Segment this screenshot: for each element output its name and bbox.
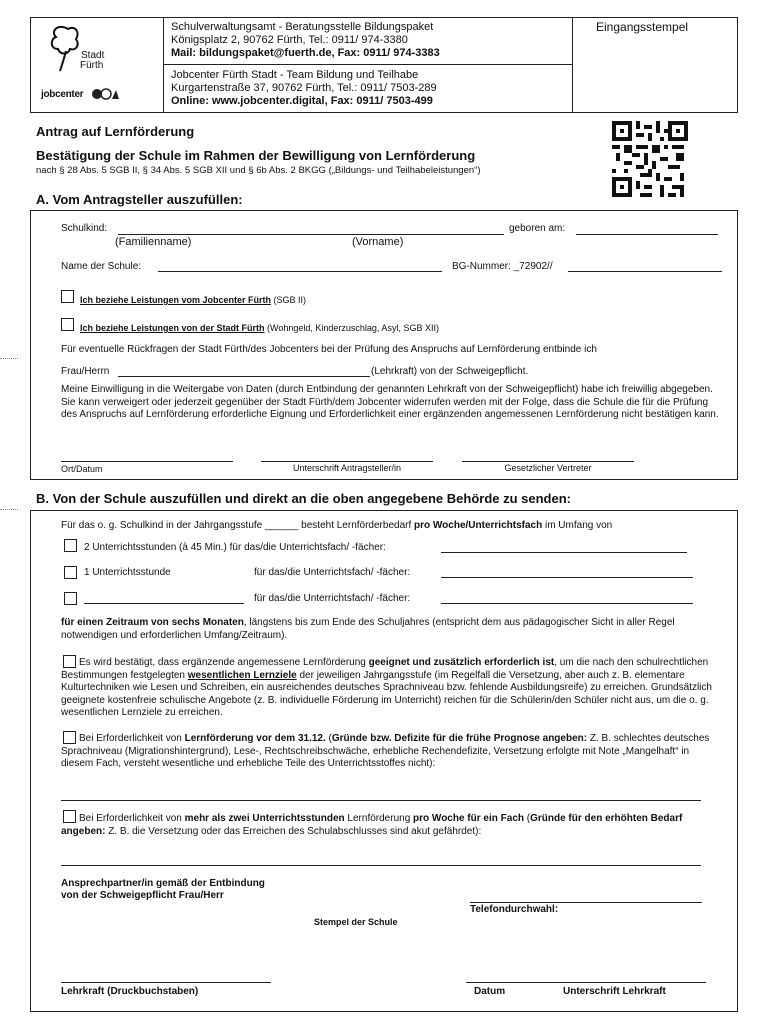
- schule-label: Name der Schule:: [61, 261, 142, 272]
- para3-bold1: mehr als zwei Unterrichtsstunden: [184, 813, 345, 824]
- footer-lehrkraft-label: Lehrkraft (Druckbuchstaben): [61, 986, 199, 997]
- section-b-heading: B. Von der Schule auszufüllen und direkt an die oben angegebene Behörde zu senden:: [36, 491, 571, 506]
- para2-bold1: Lernförderung vor dem 31.12.: [184, 733, 326, 744]
- header-hdivider: [163, 64, 572, 65]
- sig-antragsteller-line[interactable]: [261, 461, 433, 462]
- para1-c: der jeweiligen Jahrgangsstufe (im Regelfall die Versetzung, aber auch z. B. elementare Kulturtechniken wie Lesen und Schreiben, ein ausreichendes deutsches Sprachniveau bzw. fehlende Ausbildungsreife) zu erreichen. Grundsätzlich geeignete kostenfreie schulische Angebote (z. B. individuelle Förderung im Unterricht) reichen für die Schülerin/den Schüler nicht aus, um die o. g. wesentlichen Lernziele zu erreichen.: [61, 669, 712, 718]
- schulkind-label: Schulkind:: [61, 223, 108, 234]
- opt-2std-label: 2 Unterrichtsstunden (à 45 Min.) für das/die Unterrichtsfach/ -fächer:: [84, 542, 386, 553]
- office2-line2: Kurgartenstraße 37, 90762 Fürth, Tel.: 0911/ 7503-289: [171, 82, 437, 94]
- bg-field[interactable]: [568, 271, 722, 272]
- opt-jobcenter-bold: Ich beziehe Leistungen vom Jobcenter Fürth: [80, 295, 272, 305]
- para2-b: (: [325, 733, 332, 744]
- para1-bold: geeignet und zusätzlich erforderlich ist: [368, 657, 555, 668]
- intro-part2: besteht Lernförderbedarf: [298, 520, 415, 531]
- para2-bold2: Gründe bzw. Defizite für die frühe Prognose angeben:: [331, 733, 588, 744]
- telefon-label: Telefondurchwahl:: [470, 904, 559, 915]
- page-title: Antrag auf Lernförderung: [36, 124, 195, 139]
- fold-mark-2: [0, 509, 18, 510]
- einwilligung-text: Meine Einwilligung in die Weitergabe von Daten (durch Entbindung der genannten Lehrkraft von der Schweigepflicht) habe ich freiwillig abgegeben. Sie kann verweigert oder jederzeit gegenüber der Stadt Fürth/dem Jobcenter widerrufen werden mit der Folge, dass die Schule die für die Prüfung des Anspruchs auf Lernförderung erforderliche Eignung und Erforderlichkeit einer ergänzenden angemessenen Lernförderung nicht bestätigen kann.: [61, 384, 719, 420]
- vor-3112-text: [61, 733, 721, 771]
- footer-datum-label: Datum: [474, 986, 506, 997]
- para1-a: Es wird bestätigt, dass ergänzende angemessene Lernförderung: [79, 657, 369, 668]
- sig-vertreter-label: Gesetzlicher Vertreter: [504, 463, 592, 473]
- office1-line1: Schulverwaltungsamt - Beratungsstelle Bildungspaket: [171, 21, 434, 33]
- opt-custom-fach-field[interactable]: [441, 603, 693, 604]
- rueckfragen-text: Für eventuelle Rückfragen der Stadt Fürth/des Jobcenters bei der Prüfung des Anspruchs auf Lernförderung entbinde ich: [61, 344, 597, 355]
- mehr-2std-text: [61, 813, 721, 838]
- lehrkraft-suffix: (Lehrkraft) von der Schweigepflicht.: [371, 366, 529, 377]
- zeitraum-bold: für einen Zeitraum von sechs Monaten: [61, 617, 244, 628]
- schule-field[interactable]: [158, 271, 442, 272]
- opt-stadt-rest: (Wohngeld, Kinderzuschlag, Asyl, SGB XII): [264, 323, 439, 333]
- stadt-checkbox[interactable]: [61, 318, 74, 331]
- opt-custom-checkbox[interactable]: [64, 592, 77, 605]
- lehrkraft-print-line[interactable]: [61, 982, 271, 983]
- sig-antragsteller-label: Unterschrift Antragsteller/in: [292, 463, 402, 473]
- frau-herrn-label: Frau/Herrn: [61, 366, 110, 377]
- para1-underline: wesentlichen Lernziele: [187, 669, 297, 681]
- mehr-2std-reason-field[interactable]: [61, 865, 701, 866]
- sig-ort-line[interactable]: [61, 461, 233, 462]
- opt-2std-fach-field[interactable]: [441, 552, 687, 553]
- opt-1std-fach-field[interactable]: [441, 577, 693, 578]
- opt-stadt-bold: Ich beziehe Leistungen von der Stadt Fürth: [80, 323, 265, 333]
- schulkind-field[interactable]: [118, 234, 504, 235]
- section-a-heading: A. Vom Antragsteller auszufüllen:: [36, 192, 243, 207]
- intro-bold: pro Woche/Unterrichtsfach: [414, 520, 543, 531]
- geboren-field[interactable]: [576, 234, 718, 235]
- opt-jobcenter-rest: (SGB II): [271, 295, 307, 305]
- para3-c: (: [523, 813, 531, 824]
- geboren-label: geboren am:: [509, 223, 566, 234]
- para3-b: Lernförderung: [344, 813, 414, 824]
- jahrgangsstufe-field[interactable]: ______: [265, 520, 299, 531]
- para1-b: , um die nach den schulrechtlichen Bestimmungen festgelegten: [61, 657, 709, 681]
- intro-part3: im Umfang von: [542, 520, 613, 531]
- page-subtitle: Bestätigung der Schule im Rahmen der Bewilligung von Lernförderung: [36, 148, 476, 163]
- opt-jobcenter-label: [80, 294, 306, 306]
- datum-sign-line[interactable]: [466, 982, 706, 983]
- office2-line3: Online: www.jobcenter.digital, Fax: 0911/ 7503-499: [171, 95, 433, 107]
- opt-1std-checkbox[interactable]: [64, 566, 77, 579]
- header-divider-stamp: [572, 17, 573, 112]
- jobcenter-logo-icon: [91, 88, 119, 100]
- para2-c: Z. B. schlechtes deutsches Sprachniveau (Migrationshintergrund), Lese-, Rechtschreibschwäche, erhebliche Rechendefizite, Versetzung erfolgte mit Note „Mangelhaft“ in diesem Fach, versteht wesentliche und erhebliche Teile des Unterrichtsstoffes nicht):: [61, 733, 710, 769]
- zeitraum-rest: , längstens bis zum Ende des Schuljahres (entspricht dem aus pädagogischer Sicht in aller Regel notwendigen und erforderlichen Umfang/Zeitraum).: [61, 617, 675, 641]
- qr-code: [612, 121, 688, 197]
- opt-1std-label: 1 Unterrichtsstunde: [84, 567, 171, 578]
- para3-bold2: pro Woche für ein Fach: [413, 813, 524, 824]
- office2-line1: Jobcenter Fürth Stadt - Team Bildung und Teilhabe: [171, 69, 419, 81]
- opt-custom-stunden-field[interactable]: [84, 603, 244, 604]
- jobcenter-checkbox[interactable]: [61, 290, 74, 303]
- opt-custom-fach-label: für das/die Unterrichtsfach/ -fächer:: [254, 593, 411, 604]
- intro-line: [61, 520, 612, 532]
- opt-2std-checkbox[interactable]: [64, 539, 77, 552]
- office1-line3: Mail: bildungspaket@fuerth.de, Fax: 0911/ 974-3383: [171, 47, 440, 59]
- para3-d: Z. B. die Versetzung oder das Erreichen des Schulabschlusses sind akut gefährdet):: [105, 825, 482, 837]
- para3-a: Bei Erforderlichkeit von: [79, 813, 185, 824]
- vor-3112-reason-field[interactable]: [61, 800, 701, 801]
- para3-bold3: Gründe für den erhöhten Bedarf angeben:: [61, 813, 683, 837]
- ansprech-line1: Ansprechpartner/in gemäß der Entbindung: [61, 878, 265, 889]
- lehrkraft-name-field[interactable]: [118, 376, 370, 377]
- footer-unterschrift-label: Unterschrift Lehrkraft: [563, 986, 666, 997]
- fold-mark-1: [0, 358, 18, 359]
- office1-line2: Königsplatz 2, 90762 Fürth, Tel.: 0911/ 974-3380: [171, 34, 408, 46]
- para2-a: Bei Erforderlichkeit von: [79, 733, 185, 744]
- vorname-hint: (Vorname): [352, 236, 404, 248]
- logo-fuerth-text: Fürth: [80, 60, 104, 71]
- stamp-label: Eingangsstempel: [596, 20, 689, 34]
- sig-ort-label: Ort/Datum: [61, 464, 103, 474]
- ansprech-line2: von der Schweigepflicht Frau/Herr: [61, 890, 224, 901]
- opt-1std-fach-label: für das/die Unterrichtsfach/ -fächer:: [254, 567, 411, 578]
- telefon-line[interactable]: [470, 902, 702, 903]
- sig-vertreter-line[interactable]: [462, 461, 634, 462]
- opt-stadt-label: [80, 322, 439, 334]
- zeitraum-text: [61, 617, 721, 642]
- bg-label: BG-Nummer: _72902//: [452, 261, 553, 272]
- intro-part1: Für das o. g. Schulkind in der Jahrgangsstufe: [61, 520, 266, 531]
- legal-basis: nach § 28 Abs. 5 SGB II, § 34 Abs. 5 SGB XII und § 6b Abs. 2 BKGG („Bildungs- und Teilhabeleistungen“): [36, 165, 481, 176]
- geeignet-text: [61, 657, 721, 720]
- familienname-hint: (Familienname): [115, 236, 192, 248]
- logo-jobcenter-text: jobcenter: [41, 89, 84, 100]
- stempel-label: Stempel der Schule: [314, 917, 398, 927]
- logo-stadt-text: Stadt: [81, 50, 105, 61]
